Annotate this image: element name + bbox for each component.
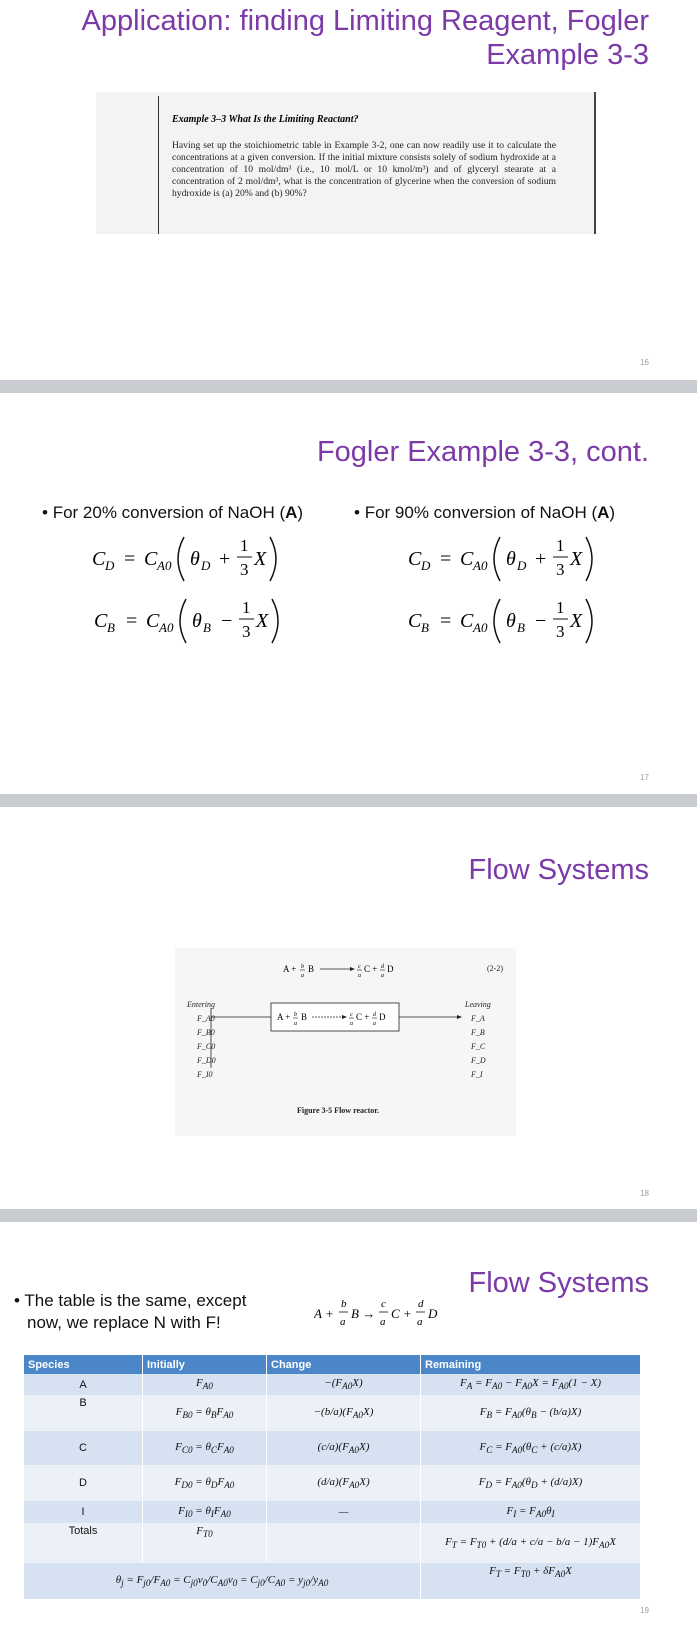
equation-cd-90 (408, 523, 618, 583)
svg-text:3: 3 (242, 622, 251, 641)
svg-text:b: b (294, 1012, 297, 1018)
remaining-cell: $F_C = F_{A0}(\theta_C + (c/a)X)$ (421, 1431, 641, 1465)
entering-fb0: F_B0 (197, 1028, 215, 1037)
svg-text:X: X (256, 610, 269, 632)
svg-text:=: = (440, 610, 452, 632)
initial-cell: $F_{B0} = \theta_BF_{A0}$ (143, 1395, 267, 1431)
slide-16-title (82, 4, 649, 72)
svg-text:B: B (421, 620, 429, 635)
table-row (24, 1374, 641, 1395)
svg-text:−: − (535, 610, 547, 632)
svg-text:B: B (107, 620, 115, 635)
bullet-text: For 20% conversion of NaOH ( (52, 503, 286, 522)
remaining-cell: $F_D = F_{A0}(\theta_D + (d/a)X)$ (421, 1465, 641, 1501)
page-number: 19 (640, 1606, 649, 1615)
table-header-row (24, 1355, 641, 1374)
svg-text:X: X (570, 610, 583, 632)
remaining-cell: $F_I = F_{A0}\theta_I$ (421, 1501, 641, 1523)
svg-text:A0: A0 (159, 620, 174, 635)
initial-cell: $F_{I0} = \theta_IF_{A0}$ (143, 1501, 267, 1523)
svg-text:d: d (373, 1012, 376, 1018)
excerpt-title: Example 3–3 What Is the Limiting Reactant? (172, 114, 359, 125)
svg-text:A +: A + (283, 964, 297, 974)
slide-17 (0, 393, 697, 793)
excerpt-left-bar (158, 96, 159, 234)
change-cell: $-(F_{A0}X)$ (267, 1374, 421, 1395)
species-cell: D (24, 1465, 143, 1501)
equation-cb-20 (94, 585, 304, 645)
svg-text:A0: A0 (473, 620, 488, 635)
svg-text:θ: θ (192, 610, 202, 632)
general-reaction-equation (314, 1296, 454, 1332)
svg-text:a: a (373, 1021, 376, 1027)
svg-text:+: + (535, 548, 547, 570)
species-cell: C (24, 1431, 143, 1465)
change-cell: $(d/a)(F_{A0}X)$ (267, 1465, 421, 1501)
svg-text:−: − (221, 610, 233, 632)
svg-text:b: b (301, 964, 304, 970)
entering-fi0: F_I0 (197, 1070, 213, 1079)
svg-text:a: a (380, 1316, 386, 1328)
svg-text:C: C (460, 610, 474, 632)
svg-text:a: a (301, 973, 304, 979)
leaving-label: Leaving (465, 1000, 491, 1009)
svg-text:C: C (408, 610, 422, 632)
bullet-text-end: ) (609, 503, 616, 522)
excerpt-body: Having set up the stoichiometric table in Example 3-2, one can now readily use it to calculate the concentrations at a given conversion. If the initial mixture consists solely of sodium hydroxide at a concentration of 10 mol/dm³ (i.e., 10 mol/L or 10 kmol/m³) and of glyceryl stearate at a concentration of 2 mol/dm³, what is the concentration of glycerine when the conversion of sodium hydroxide is (a) 20% and (b) 90%? (172, 140, 556, 199)
header-remaining: Remaining (421, 1355, 641, 1374)
initial-cell: $F_{D0} = \theta_DF_{A0}$ (143, 1465, 267, 1501)
entering-label: Entering (187, 1000, 215, 1009)
textbook-excerpt (96, 92, 596, 234)
bullet-line2: now, we replace N with F! (27, 1313, 221, 1332)
slide-18-title: Flow Systems (468, 854, 649, 886)
header-initially: Initially (143, 1355, 267, 1374)
svg-text:θ: θ (506, 548, 516, 570)
slide-19-title: Flow Systems (468, 1267, 649, 1299)
svg-text:C: C (94, 610, 108, 632)
header-change: Change (267, 1355, 421, 1374)
svg-text:C +: C + (364, 964, 378, 974)
species-cell: A (24, 1374, 143, 1395)
svg-text:D: D (421, 558, 431, 573)
svg-text:D: D (379, 1012, 386, 1022)
entering-fd0: F_D0 (197, 1056, 216, 1065)
theta-definition-cell: $\theta_j = F_{j0}/F_{A0} = C_{j0}v_0/C_{A0}v_0 = C_{j0}/C_{A0} = y_{j0}/y_{A0}$ (24, 1563, 421, 1599)
svg-text:C: C (408, 548, 422, 570)
svg-text:a: a (417, 1316, 423, 1328)
slide-16-title-line1: Application: finding Limiting Reagent, Fogler (81, 5, 649, 37)
slide-separator (0, 380, 697, 393)
leaving-fa: F_A (471, 1014, 485, 1023)
bullet-20-percent (42, 503, 303, 523)
svg-text:B: B (301, 1012, 308, 1022)
svg-text:d: d (381, 964, 384, 970)
svg-text:θ: θ (506, 610, 516, 632)
change-cell: — (267, 1501, 421, 1523)
svg-text:1: 1 (556, 598, 565, 617)
svg-text:A +: A + (277, 1012, 291, 1022)
leaving-fi: F_I (471, 1070, 483, 1079)
remaining-cell: $F_B = F_{A0}(\theta_B - (b/a)X)$ (421, 1395, 641, 1431)
equation-cd-20 (92, 523, 302, 583)
equation-number: (2-2) (487, 964, 503, 973)
svg-text:D: D (105, 558, 115, 573)
table-row (24, 1395, 641, 1431)
svg-text:B →: B → (351, 1306, 376, 1321)
svg-text:B: B (517, 620, 525, 635)
flow-reactor-figure (175, 948, 516, 1136)
slide-separator (0, 1209, 697, 1222)
remaining-cell: $F_A = F_{A0} - F_{A0}X = F_{A0}(1 - X)$ (421, 1374, 641, 1395)
svg-text:X: X (570, 548, 583, 570)
change-cell (267, 1523, 421, 1563)
bullet-dot: • (354, 503, 365, 522)
table-row (24, 1523, 641, 1563)
remaining-cell: $F_T = F_{T0} + \delta F_{A0}X$ (421, 1563, 641, 1599)
svg-text:D: D (201, 558, 211, 573)
svg-text:1: 1 (242, 598, 251, 617)
bullet-90-percent (354, 503, 615, 523)
svg-text:1: 1 (556, 536, 565, 555)
svg-text:X: X (254, 548, 267, 570)
svg-text:=: = (126, 610, 138, 632)
entering-fa0: F_A0 (197, 1014, 215, 1023)
figure-caption: Figure 3-5 Flow reactor. (297, 1106, 380, 1115)
change-cell: $-(b/a)(F_{A0}X)$ (267, 1395, 421, 1431)
svg-text:c: c (381, 1298, 386, 1310)
species-cell: Totals (24, 1523, 143, 1563)
table-row (24, 1431, 641, 1465)
svg-text:D: D (428, 1306, 438, 1321)
svg-text:c: c (358, 964, 361, 970)
leaving-fb: F_B (471, 1028, 485, 1037)
svg-text:3: 3 (556, 622, 565, 641)
svg-text:d: d (418, 1298, 424, 1310)
svg-text:=: = (124, 548, 136, 570)
table-row (24, 1563, 641, 1599)
svg-text:C: C (144, 548, 158, 570)
table-row (24, 1501, 641, 1523)
svg-text:θ: θ (190, 548, 200, 570)
change-cell: $(c/a)(F_{A0}X)$ (267, 1431, 421, 1465)
entering-fc0: F_C0 (197, 1042, 216, 1051)
leaving-fd: F_D (471, 1056, 486, 1065)
svg-text:a: a (340, 1316, 346, 1328)
bullet-bold: A (285, 503, 298, 522)
initial-cell: $F_{T0}$ (143, 1523, 267, 1563)
page-number: 16 (640, 358, 649, 367)
bullet-table-same (14, 1290, 246, 1334)
slide-17-title: Fogler Example 3-3, cont. (316, 436, 649, 468)
species-cell: I (24, 1501, 143, 1523)
svg-text:=: = (440, 548, 452, 570)
excerpt-right-bar (594, 92, 596, 234)
svg-text:+: + (219, 548, 231, 570)
equation-cb-90 (408, 585, 618, 645)
page-number: 17 (640, 773, 649, 782)
svg-text:a: a (294, 1021, 297, 1027)
slide-16-title-line2: Example 3-3 (486, 39, 649, 71)
leaving-fc: F_C (471, 1042, 486, 1051)
bullet-dot: • (14, 1291, 25, 1310)
initial-cell: $F_{A0}$ (143, 1374, 267, 1395)
header-species: Species (24, 1355, 143, 1374)
svg-text:b: b (341, 1298, 347, 1310)
svg-text:3: 3 (240, 560, 249, 579)
initial-cell: $F_{C0} = \theta_CF_{A0}$ (143, 1431, 267, 1465)
svg-text:D: D (387, 964, 394, 974)
svg-text:c: c (350, 1012, 353, 1018)
svg-text:A0: A0 (157, 558, 172, 573)
svg-text:a: a (381, 973, 384, 979)
svg-text:a: a (358, 973, 361, 979)
svg-text:C +: C + (356, 1012, 370, 1022)
svg-text:A0: A0 (473, 558, 488, 573)
svg-text:C: C (146, 610, 160, 632)
svg-text:A +: A + (314, 1306, 334, 1321)
svg-text:D: D (517, 558, 527, 573)
svg-text:C: C (460, 548, 474, 570)
svg-text:B: B (308, 964, 315, 974)
table-row (24, 1465, 641, 1501)
slide-separator (0, 794, 697, 807)
bullet-dot: • (42, 503, 53, 522)
svg-text:3: 3 (556, 560, 565, 579)
remaining-cell: $F_T = F_{T0} + (d/a + c/a - b/a - 1)F_{A0}X$ (421, 1523, 641, 1563)
bullet-text: For 90% conversion of NaOH ( (364, 503, 598, 522)
stoichiometric-flow-table (24, 1355, 641, 1599)
species-cell: B (24, 1395, 143, 1431)
page-number: 18 (640, 1189, 649, 1198)
svg-text:C: C (92, 548, 106, 570)
bullet-line1: The table is the same, except (24, 1291, 247, 1310)
svg-text:C +: C + (391, 1306, 412, 1321)
slide-16 (0, 0, 697, 370)
bullet-bold: A (597, 503, 610, 522)
svg-text:1: 1 (240, 536, 249, 555)
svg-text:B: B (203, 620, 211, 635)
svg-text:a: a (350, 1021, 353, 1027)
bullet-text-end: ) (297, 503, 304, 522)
